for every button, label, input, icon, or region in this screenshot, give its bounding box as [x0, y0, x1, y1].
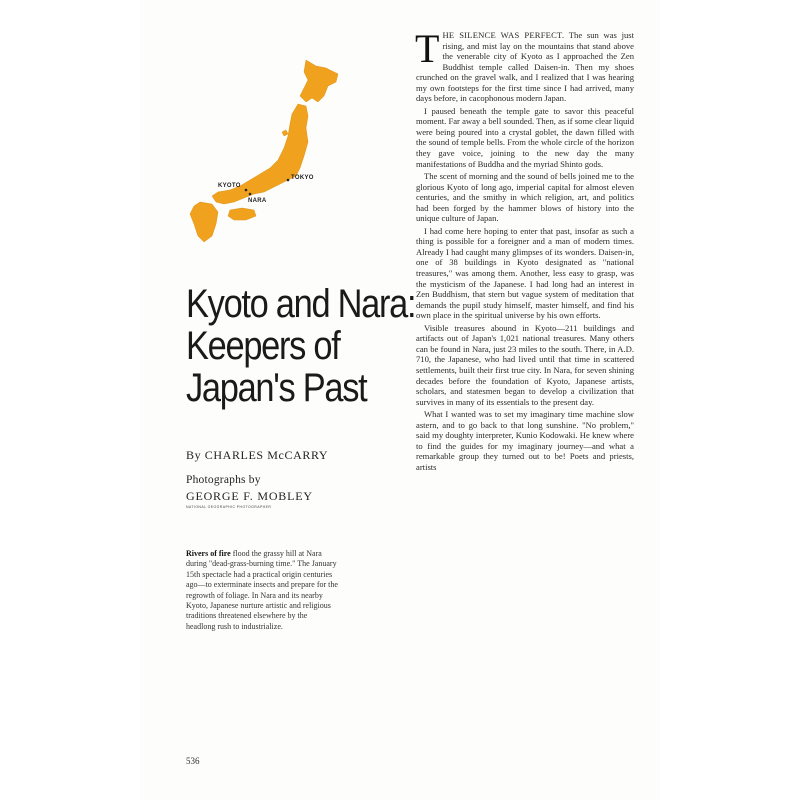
caption-lead: Rivers of fire — [186, 549, 231, 558]
map-label-kyoto: KYOTO — [218, 183, 241, 189]
hokkaido-island — [300, 60, 338, 102]
map-label-nara: NARA — [248, 198, 267, 204]
article-paragraph-1 — [415, 26, 634, 104]
japan-map-graphic — [178, 52, 348, 252]
article-paragraph-5: Visible treasures abound in Kyoto—211 buildings and artifacts out of Japan's 1,021 national treasures. Many others can be found in Nara, just 23 miles to the south. There, in A.D. 710, the Japanese, who had lived until that time in scattered settlements, built their first true city. In Nara, for seven shining decades before the foundation of Kyoto, Japanese artists, scholars, and statesmen began to develop a civilization that survives in many of its essentials to the present day. — [416, 322, 634, 407]
photographs-label: Photographs by — [186, 474, 261, 486]
shikoku-island — [228, 208, 256, 220]
photo-caption — [186, 549, 338, 632]
lead-caps: HE SILENCE WAS PERFECT. — [442, 30, 565, 40]
sado-island — [282, 130, 288, 136]
honshu-island — [212, 104, 308, 204]
article-title — [186, 282, 416, 410]
article-paragraph-2: I paused beneath the temple gate to savor this peaceful moment. Far away a bell sounded. Then, as if some clear liquid were being poured into a crystal goblet, the dawn filled with the sound of temple bells. From the whole circle of the horizon they gave voice, joining to the new day the many manifestations of Buddha and the myriad Shinto gods. — [416, 105, 634, 169]
page-number: 536 — [186, 756, 200, 766]
article-paragraph-3: The scent of morning and the sound of bells joined me to the glorious Kyoto of long ago, imperial capital for almost eleven centuries, and the smithy in which religion, art, and politics had been forged by the hammer blows of history into the unique culture of Japan. — [416, 171, 634, 224]
japan-map — [178, 52, 348, 252]
kyoto-marker — [245, 189, 248, 192]
photographer-name: GEORGE F. MOBLEY — [186, 489, 313, 503]
author-byline: By CHARLES McCARRY — [186, 448, 329, 462]
title-line-2: Keepers of — [186, 324, 340, 368]
photographer-credit: NATIONAL GEOGRAPHIC PHOTOGRAPHER — [186, 505, 272, 509]
map-label-tokyo: TOKYO — [291, 175, 314, 181]
tokyo-marker — [287, 179, 290, 182]
article-paragraph-6: What I wanted was to set my imaginary time machine slow astern, and to go back to that long sunshine. "No problem," said my doughty interpreter, Kunio Kodowaki. He knew where to find the guides for my imaginary journey—and what a remarkable group they turned out to be! Poets and priests, artists — [416, 409, 634, 472]
title-line-1: Kyoto and Nara: — [186, 282, 416, 326]
drop-cap: T — [415, 26, 440, 71]
kyushu-island — [190, 202, 218, 242]
article-paragraph-4: I had come here hoping to enter that past, insofar as such a thing is possible for a foreigner and a man of modern times. Already I had caught many glimpses of its wonders. Daisen-in, one of 38 buildings in Kyoto designated as "national treasures," was among them. Another, less easy to grasp, was the mysticism of the Japanese. I had long had an interest in Zen Buddhism, that stern but vague system of meditation that demands the pupil study himself, master himself, and find his own place in the spiritual universe by his own efforts. — [416, 225, 634, 321]
paragraph-1-text: The sun was just rising, and mist lay on the mountains that stand above the venerable city of Kyoto as I approached the Zen Buddhist temple called Daisen-in. Then my shoes crunched on the gravel walk, and I realized that I was hearing my own footsteps for the first time since I had arrived, many days before, in cacophonous modern Japan. — [416, 30, 634, 104]
title-line-3: Japan's Past — [186, 366, 367, 410]
nara-marker — [249, 193, 252, 196]
caption-text: flood the grassy hill at Nara during "dead-grass-burning time." The January 15th spectacle had a practical origin centuries ago—to exterminate insects and prepare for the regrowth of foliage. In Nara and its nearby Kyoto, Japanese nurture artistic and religious traditions threatened elsewhere by the headlong rush to industrialize. — [186, 549, 338, 631]
article-body — [415, 26, 634, 474]
